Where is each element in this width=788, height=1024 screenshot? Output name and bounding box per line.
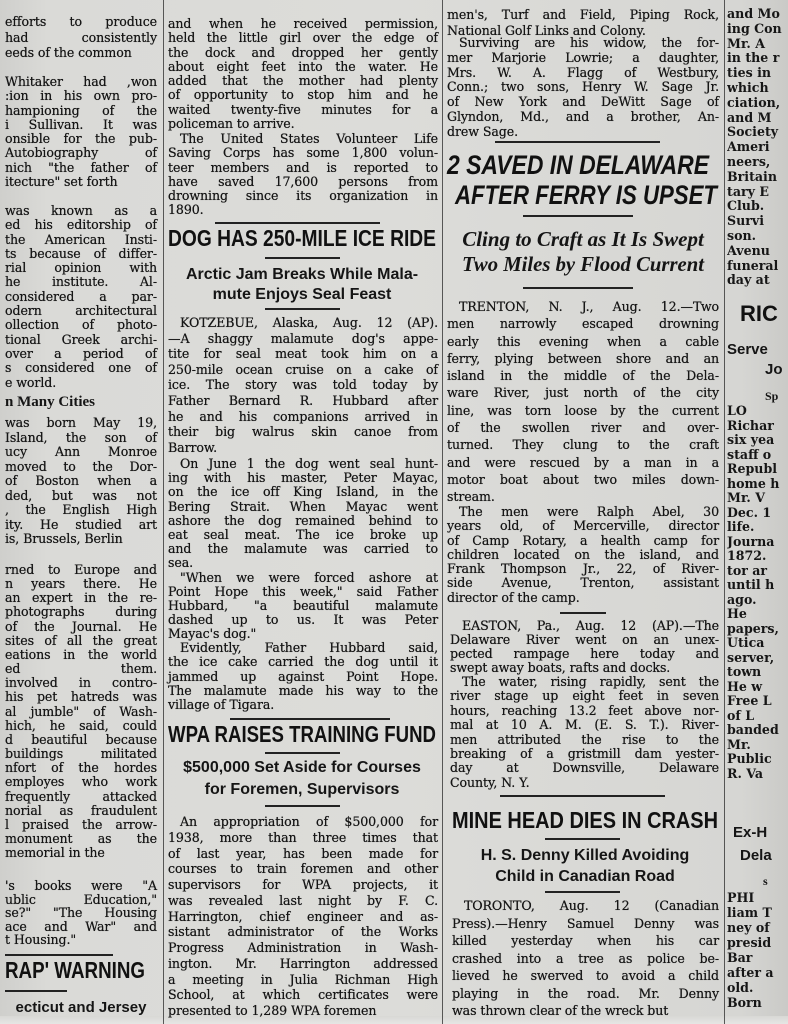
text-line: funeral (727, 257, 779, 273)
text-line: Press).—Henry Samuel Denny was (452, 915, 719, 931)
article-text (727, 7, 788, 288)
text-line: 1938, more than three times that (168, 829, 438, 845)
text-line: town (727, 664, 762, 679)
text-line: ties in (727, 65, 772, 81)
text-line: Avenu (727, 242, 770, 258)
text-line: LO (727, 404, 747, 418)
text-line: and were rescued by a man in a (447, 454, 719, 470)
text-line: Free L (727, 693, 772, 708)
text-line: over a period of (5, 345, 157, 361)
text-line: swept away boats, rafts and docks. (450, 660, 671, 675)
text-line: Dec. 1 (727, 504, 772, 520)
column-rule (163, 0, 164, 1024)
text-line: "When we were forced ashore at (180, 570, 438, 585)
text-line: He w (727, 678, 763, 694)
text-line: hampioning of the (5, 102, 157, 118)
divider-rule (230, 718, 390, 720)
article-text (447, 298, 719, 506)
article-text (168, 315, 438, 455)
text-line: rned to Europe and (5, 562, 157, 577)
text-line: of L (727, 707, 755, 723)
text-line: l praised the arrow- (5, 816, 157, 832)
text-line: involved in contro- (5, 675, 157, 691)
text-line: village of Tigara. (168, 697, 275, 712)
text-line: son. (727, 227, 757, 243)
subheadline: Serve (727, 341, 768, 358)
text-line: An appropriation of $500,000 for (180, 814, 438, 829)
text-line: of New York and DeWitt Sage of (447, 94, 719, 110)
text-line: sea. (168, 555, 194, 571)
text-line: Father Bernard R. Hubbard after (168, 392, 438, 408)
text-line: hours, reaching 13.2 feet above nor- (450, 702, 719, 718)
text-line: was known as a (5, 203, 157, 218)
headline: 2 SAVED IN DELAWARE (447, 150, 709, 180)
text-line: waited twenty-five minutes for a (168, 101, 438, 117)
text-line: ciation, (727, 94, 781, 110)
text-line: Public (727, 751, 772, 766)
text-line: after a (727, 965, 774, 980)
text-line: moved to the Dor- (5, 458, 157, 474)
text-line: Ameri (727, 139, 770, 155)
text-line: Barrow. (168, 439, 217, 455)
text-line: t Housing." (5, 932, 77, 947)
text-line: stream. (447, 489, 495, 505)
text-line: ucy Ann Monroe (5, 444, 157, 459)
text-line: of opportunity to stop him and he (168, 87, 438, 103)
text-line: added that the mother had plenty (168, 73, 438, 89)
text-line: early this evening when a cable (447, 333, 719, 349)
text-line: ington. Mr. Harrington addressed (168, 955, 438, 971)
text-line: dashed up to us. It was Peter (168, 612, 438, 627)
text-line: and the malamute was carried to (168, 541, 438, 557)
text-line: until h (727, 577, 775, 592)
text-line: 250-mile ocean cruise on a cake of (168, 361, 438, 377)
subheadline: Two Miles by Flood Current (462, 252, 704, 276)
text-line: Harrington, chief engineer and as- (168, 908, 438, 924)
text-line: director of the camp. (447, 589, 580, 605)
text-line: tary E (727, 183, 769, 199)
text-line: which (727, 79, 769, 95)
text-line: se?" "The Housing (5, 905, 157, 920)
article-text (447, 505, 719, 605)
text-line: Mayac's dog." (168, 626, 257, 641)
divider-rule (5, 954, 113, 956)
text-line: The United States Volunteer Life (180, 131, 438, 146)
headline: RAP' WARNING (5, 957, 145, 983)
text-line: hich, he said, could (5, 717, 157, 733)
text-line: Richar (727, 417, 774, 433)
text-line: Point Hope this week," said Father (168, 584, 438, 599)
text-line: is, Brussels, Berlin (5, 531, 123, 546)
text-line: —A shaggy malamute dog's appe- (168, 330, 438, 346)
text-line: Utica (727, 635, 765, 650)
text-line: and when he received permission, (168, 16, 438, 31)
text-line: considered a par- (5, 288, 157, 304)
text-line: old. (727, 980, 754, 995)
text-line: Journa (727, 533, 775, 549)
article-text (727, 890, 788, 1010)
text-line: Autobiography of (5, 145, 157, 161)
subheadline: mute Enjoys Seal Feast (212, 286, 392, 303)
text-line: Frank Thompson Jr., 22, of River- (447, 561, 719, 577)
text-line: ferry, plying between shore and an (447, 350, 719, 366)
text-line: National Golf Links and Colony. (447, 23, 646, 38)
text-line: men attributed the rise to the (450, 731, 719, 747)
subheadline: Arctic Jam Breaks While Mala- (185, 266, 419, 283)
article-text (5, 416, 157, 547)
text-line: ice. The story was told today by (168, 377, 438, 393)
text-line: ace and War" and (5, 918, 157, 934)
text-line: life. (727, 519, 755, 534)
text-line: onsible for the pub- (5, 131, 157, 147)
text-line: supervisors for WPA projects, it (168, 877, 438, 892)
divider-rule (265, 257, 340, 259)
headline: AFTER FERRY IS UPSET (455, 180, 717, 210)
text-line: i Sullivan. It was (5, 116, 157, 132)
headline: MINE HEAD DIES IN CRASH (452, 807, 718, 833)
text-line: their big walrus skin canoe from (168, 424, 438, 440)
divider-rule (500, 795, 665, 797)
text-line: liam T (727, 905, 772, 920)
text-line: policeman to arrive. (168, 116, 295, 132)
text-line: 's books were "A (5, 878, 157, 893)
text-line: neers, (727, 153, 771, 169)
text-line: lieved he swerved to avoid a child (452, 968, 719, 983)
text-line: e world. (5, 374, 57, 390)
text-line: ded, but was not (5, 487, 157, 503)
text-line: ing Con (727, 20, 782, 36)
text-line: the ice cake carried the dog until it (168, 654, 438, 670)
headline: WPA RAISES TRAINING FUND (168, 721, 436, 747)
text-line: Mr. V (727, 490, 765, 505)
text-line: norial as fraudulent (5, 802, 157, 818)
text-line: nich "the father of (5, 159, 157, 175)
text-line: Mrs. W. A. Flagg of Westbury, (447, 64, 719, 80)
text-line: of Camp Rotary, a health camp for (447, 532, 719, 548)
text-line: ney of (727, 920, 770, 935)
text-line: Britain (727, 168, 777, 184)
divider-rule (215, 222, 380, 224)
text-line: He (727, 606, 747, 621)
text-line: mer Marjorie Lowrie; a daughter, (447, 49, 719, 65)
text-line: tite for seal meat took him on a (168, 346, 438, 362)
text-line: 1872. (727, 548, 767, 563)
text-line: d beautiful because (5, 731, 157, 747)
text-line: was born May 19, (5, 415, 157, 430)
text-line: The men were Ralph Abel, 30 (459, 504, 719, 519)
subheadline: Dela (740, 847, 772, 864)
text-line: County, N. Y. (450, 774, 530, 790)
text-line: staff o (727, 446, 772, 462)
article-text (727, 404, 788, 781)
text-line: river stage up eight feet in seven (450, 688, 719, 704)
text-line: of the Journal. He (5, 618, 157, 634)
text-line: sites of all the great (5, 632, 157, 648)
subheadline: $500,000 Set Aside for Courses (183, 759, 421, 776)
text-line: TORONTO, Aug. 12 (Canadian (464, 898, 719, 913)
text-line: day at (727, 272, 770, 288)
article-text (168, 132, 438, 218)
text-line: mal at 10 A. M. (E. S. T.). River- (450, 717, 719, 733)
text-line: :ion in his own pro- (5, 88, 157, 104)
text-line: rial opinion with (5, 260, 157, 276)
dateline: s (763, 874, 768, 888)
subheadline: for Foremen, Supervisors (204, 781, 400, 798)
column-rule (442, 0, 443, 1024)
text-line: odern architectural (5, 303, 157, 319)
text-line: presid (727, 935, 772, 950)
article-text (5, 879, 157, 947)
article-text (452, 897, 719, 1020)
text-line: drowning since its organization in (168, 188, 438, 204)
subheadline: Ex-H (733, 824, 768, 841)
text-line: about eight feet into the water. He (168, 58, 438, 74)
text-line: Mr. A (727, 35, 765, 51)
text-line: Club. (727, 198, 765, 214)
text-line: his pet hatreds was (5, 689, 157, 705)
divider-rule (545, 891, 620, 893)
text-line: Island, the son of (5, 429, 157, 445)
text-line: held the little girl over the edge of (168, 30, 438, 46)
text-line: of last year, has been made for (168, 845, 438, 861)
text-line: Surviving are his widow, the for- (459, 35, 719, 50)
text-line: day at Downsville, Delaware (450, 760, 719, 776)
text-line: was revealed last night by F. C. (168, 892, 438, 908)
text-line: presented to 1,289 WPA foremen (168, 1003, 377, 1018)
text-line: ing with his master, Peter Mayac, (168, 470, 438, 486)
subheadline: ecticut and Jersey (15, 999, 147, 1016)
article-text (5, 75, 157, 189)
text-line: the American Insti- (5, 231, 157, 247)
text-line: , the English High (5, 502, 157, 517)
text-line: have saved 17,600 persons from (168, 173, 438, 189)
text-line: island in the middle of the Dela- (447, 368, 719, 384)
text-line: playing in the road. Mr. Denny (452, 985, 719, 1001)
text-line: papers, (727, 620, 779, 636)
text-line: ed his editorship of (5, 217, 157, 233)
text-line: ago. (727, 591, 757, 607)
article-text (168, 17, 438, 131)
article-text (447, 36, 719, 140)
text-line: was thrown clear of the wreck but (452, 1003, 669, 1018)
divider-rule (495, 141, 660, 143)
text-line: monument as the (5, 830, 157, 846)
column-rule (724, 0, 725, 1024)
text-line: years old, of Mercerville, director (447, 518, 719, 534)
text-line: efforts to produce (5, 14, 157, 29)
subheadline: Jo (765, 361, 783, 378)
text-line: courses to train foremen and other (168, 861, 438, 877)
text-line: KOTZEBUE, Alaska, Aug. 12 (AP). (180, 315, 438, 330)
text-line: Whitaker had ,won (5, 74, 157, 89)
subheadline: Child in Canadian Road (495, 868, 675, 885)
text-line: he and his companions arrived in (168, 408, 438, 424)
text-line: Republ (727, 461, 778, 476)
text-line: he institute. Al- (5, 274, 157, 290)
text-line: School, at which certificates were (168, 987, 438, 1003)
text-line: turned. They clung to the craft (447, 437, 719, 453)
text-line: had consistently (5, 29, 157, 45)
text-line: drew Sage. (447, 123, 518, 139)
text-line: Survi (727, 213, 764, 229)
text-line: ity. He studied art (5, 516, 157, 532)
text-line: an expert in the re- (5, 590, 157, 606)
text-line: eations in the world (5, 646, 157, 662)
text-line: children located on the island, and (447, 546, 719, 562)
divider-rule (5, 990, 67, 992)
dateline: Sp (765, 389, 779, 403)
text-line: and Mo (727, 7, 780, 21)
article-text (168, 571, 438, 641)
text-line: men narrowly escaped drowning (447, 316, 719, 332)
divider-rule (265, 805, 340, 807)
text-line: jammed up against Point Hope. (168, 668, 438, 684)
text-line: Progress Administration in Wash- (168, 940, 438, 955)
article-text (5, 14, 157, 61)
text-line: employes who work (5, 774, 157, 790)
text-line: in the r (727, 50, 780, 66)
text-line: tional Greek archi- (5, 331, 157, 347)
subheadline: Cling to Craft as It Is Swept (462, 227, 704, 251)
text-line: Saving Corps has some 1,800 volun- (168, 145, 438, 161)
text-line: Evidently, Father Hubbard said, (180, 640, 438, 655)
text-line: teer members and is reported to (168, 159, 438, 175)
text-line: Bering Strait. When Mayac went (168, 498, 438, 514)
text-line: banded (727, 722, 779, 737)
article-text (5, 563, 157, 860)
text-line: EASTON, Pa., Aug. 12 (AP).—The (462, 618, 719, 633)
text-line: breaking of a gristmill dam yester- (450, 746, 719, 762)
text-line: pected rampage here today and (450, 646, 719, 661)
text-line: frequently attacked (5, 788, 157, 804)
text-line: home h (727, 475, 780, 491)
text-line: PHI (727, 890, 755, 905)
text-line: sistant administrator of the Works (168, 924, 438, 940)
text-line: motor boat about two miles down- (447, 471, 719, 487)
text-line: and M (727, 109, 772, 125)
text-line: Delaware River went on an unex- (450, 632, 719, 647)
text-line: buildings militated (5, 746, 157, 762)
text-line: nfort of the hordes (5, 760, 157, 776)
subheadline: H. S. Denny Killed Avoiding (480, 847, 690, 864)
text-line: line, was torn loose by the current (447, 402, 719, 418)
text-line: ashore the dog remained behind to (168, 512, 438, 528)
text-line: of Boston when a (5, 473, 157, 488)
section-subhead: n Many Cities (5, 394, 95, 410)
text-line: six yea (727, 432, 775, 447)
article-text (168, 457, 438, 571)
text-line: Bar (727, 950, 753, 965)
text-line: crashed into a tree as police be- (452, 950, 719, 966)
text-line: s considered one of (5, 360, 157, 376)
text-line: R. Va (727, 765, 764, 781)
article-text (168, 814, 438, 1019)
divider-rule (265, 308, 340, 310)
text-line: ts because of differ- (5, 245, 157, 261)
headline: RIC (740, 301, 778, 326)
text-line: Society (727, 124, 779, 140)
headline: DOG HAS 250-MILE ICE RIDE (168, 225, 436, 251)
article-text (168, 641, 438, 712)
text-line: the dock and dropped her gently (168, 44, 438, 60)
article-text (5, 204, 157, 390)
text-line: photographs during (5, 604, 157, 620)
divider-rule (523, 215, 633, 217)
text-line: al jumble" of Wash- (5, 703, 157, 719)
text-line: on the ice off King Island, in the (168, 484, 438, 500)
text-line: Conn.; two sons, Henry W. Sage Jr. (447, 79, 719, 95)
text-line: eeds of the common (5, 45, 132, 60)
text-line: server, (727, 649, 775, 665)
text-line: itecture" set forth (5, 174, 118, 190)
text-line: ublic Education," (5, 891, 157, 907)
text-line: men's, Turf and Field, Piping Rock, (447, 7, 719, 22)
text-line: Glyndon, Md., and a brother, An- (447, 108, 719, 124)
divider-rule (545, 838, 620, 840)
text-line: The water, rising rapidly, sent the (462, 674, 719, 689)
text-line: 1890. (168, 202, 204, 218)
text-line: ware River, just north of the city (447, 385, 719, 401)
text-line: The malamute made his way to the (168, 682, 438, 698)
divider-rule (523, 287, 633, 289)
text-line: TRENTON, N. J., Aug. 12.—Two (459, 299, 719, 314)
text-line: side Avenue, Trenton, assistant (447, 575, 719, 591)
text-line: memorial in the (5, 845, 105, 861)
text-line: ollection of photo- (5, 317, 157, 333)
text-line: Mr. (727, 736, 751, 752)
text-line: Born (727, 995, 762, 1010)
divider-rule (265, 752, 340, 754)
text-line: On June 1 the dog went seal hunt- (180, 456, 438, 471)
text-line: a meeting in Julia Richman High (168, 971, 438, 987)
divider-rule (560, 612, 606, 614)
text-line: of the swollen river and over- (447, 420, 719, 436)
article-text (450, 675, 719, 790)
article-text (450, 619, 719, 675)
text-line: Hubbard, "a beautiful malamute (168, 598, 438, 613)
text-line: killed yesterday when his car (452, 933, 719, 948)
text-line: ed them. (5, 661, 157, 677)
text-line: tor ar (727, 562, 768, 578)
text-line: n years there. He (5, 576, 157, 592)
text-line: eat seal meat. The ice broke up (168, 527, 438, 543)
